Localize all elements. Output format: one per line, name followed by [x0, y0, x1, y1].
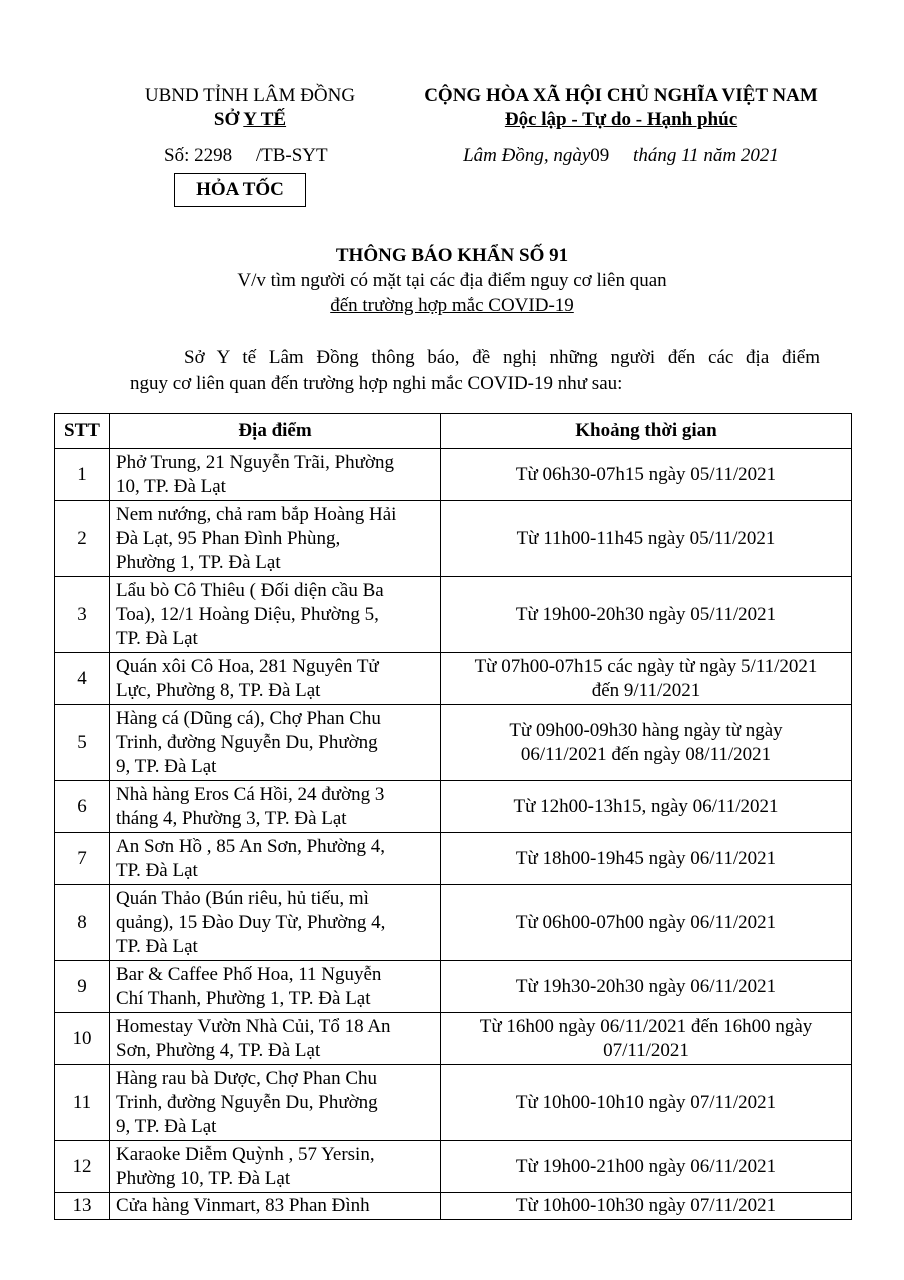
time-line: Từ 12h00-13h15, ngày 06/11/2021	[513, 795, 779, 817]
table-header-row	[55, 414, 852, 449]
cell-time	[441, 833, 852, 885]
time-line: Từ 10h00-10h30 ngày 07/11/2021	[515, 1195, 777, 1216]
table-row	[55, 653, 852, 705]
cell-place	[110, 705, 441, 781]
cell-stt: 8	[55, 885, 110, 961]
time-line: Từ 09h00-09h30 hàng ngày từ ngày	[509, 719, 783, 741]
place-line: Quán xôi Cô Hoa, 281 Nguyên Tử	[116, 655, 379, 677]
place-line: Hàng rau bà Dược, Chợ Phan Chu	[116, 1067, 377, 1089]
cell-place	[110, 653, 441, 705]
table-row	[55, 501, 852, 577]
place-line: Phở Trung, 21 Nguyễn Trãi, Phường	[116, 451, 394, 473]
place-line: TP. Đà Lạt	[116, 935, 198, 957]
date-rest: tháng 11 năm 2021	[633, 145, 779, 166]
cell-stt: 9	[55, 961, 110, 1013]
urgent-stamp: HỎA TỐC	[174, 173, 306, 207]
place-line: Karaoke Diễm Quỳnh , 57 Yersin,	[116, 1143, 375, 1165]
header-place: Địa điểm	[110, 414, 441, 449]
cell-time	[441, 501, 852, 577]
time-line: Từ 19h30-20h30 ngày 06/11/2021	[515, 975, 777, 997]
motto: Độc lập - Tự do - Hạnh phúc	[504, 109, 738, 130]
table-row	[55, 885, 852, 961]
cell-stt: 13	[55, 1193, 110, 1220]
cell-place	[110, 501, 441, 577]
place-line: Nhà hàng Eros Cá Hồi, 24 đường 3	[116, 783, 385, 805]
place-line: Phường 10, TP. Đà Lạt	[116, 1167, 291, 1189]
cell-stt: 11	[55, 1065, 110, 1141]
time-line: Từ 07h00-07h15 các ngày từ ngày 5/11/2021	[474, 655, 818, 677]
time-line: 06/11/2021 đến ngày 08/11/2021	[520, 743, 772, 765]
cell-time	[441, 705, 852, 781]
table-row	[55, 1193, 852, 1220]
table-row	[55, 705, 852, 781]
subtitle-line2: đến trường hợp mắc COVID-19	[330, 295, 574, 316]
table-row	[55, 1065, 852, 1141]
intro-line2: nguy cơ liên quan đến trường hợp nghi mắc COVID-19 như sau:	[130, 373, 623, 394]
table-row	[55, 961, 852, 1013]
place-line: Trinh, đường Nguyễn Du, Phường	[116, 731, 378, 753]
document-number	[120, 144, 380, 168]
place-line: 9, TP. Đà Lạt	[116, 755, 217, 777]
org-line2-b: Y TẾ	[243, 109, 287, 130]
time-line: Từ 10h00-10h10 ngày 07/11/2021	[515, 1091, 777, 1113]
time-line: Từ 16h00 ngày 06/11/2021 đến 16h00 ngày	[479, 1015, 813, 1037]
cell-place	[110, 1193, 441, 1220]
cell-stt: 1	[55, 449, 110, 501]
time-line: Từ 11h00-11h45 ngày 05/11/2021	[516, 527, 776, 549]
place-line: Homestay Vườn Nhà Củi, Tổ 18 An	[116, 1015, 391, 1037]
cell-place	[110, 961, 441, 1013]
date-day: 09	[590, 145, 610, 166]
place-line: TP. Đà Lạt	[116, 627, 198, 649]
org-line2-a: SỞ	[213, 109, 244, 130]
table-row	[55, 781, 852, 833]
place-line: Quán Thảo (Bún riêu, hủ tiếu, mì	[116, 887, 369, 909]
notice-subtitle	[0, 268, 904, 318]
issuing-authority	[120, 84, 380, 168]
cell-stt: 2	[55, 501, 110, 577]
time-line: đến 9/11/2021	[591, 679, 701, 701]
place-line: Phường 1, TP. Đà Lạt	[116, 551, 281, 573]
cell-time	[441, 885, 852, 961]
intro-line1: Sở Y tế Lâm Đồng thông báo, đề nghị những người đến các địa điểm	[184, 347, 820, 368]
locations-table	[54, 413, 852, 1220]
cell-time	[441, 653, 852, 705]
time-line: Từ 19h00-21h00 ngày 06/11/2021	[515, 1155, 777, 1177]
cell-stt: 12	[55, 1141, 110, 1193]
table-row	[55, 1141, 852, 1193]
place-line: An Sơn Hồ , 85 An Sơn, Phường 4,	[116, 835, 386, 857]
cell-place	[110, 1013, 441, 1065]
doc-no-suffix: /TB-SYT	[255, 145, 328, 166]
place-line: Sơn, Phường 4, TP. Đà Lạt	[116, 1039, 321, 1061]
cell-place	[110, 781, 441, 833]
time-line: Từ 18h00-19h45 ngày 06/11/2021	[515, 847, 777, 869]
cell-time	[441, 961, 852, 1013]
place-line: Lực, Phường 8, TP. Đà Lạt	[116, 679, 321, 701]
org-line2	[120, 108, 380, 132]
cell-time	[441, 1065, 852, 1141]
place-line: Đà Lạt, 95 Phan Đình Phùng,	[116, 527, 341, 549]
time-line: Từ 06h30-07h15 ngày 05/11/2021	[515, 463, 777, 485]
header-time: Khoảng thời gian	[441, 414, 852, 449]
table-row	[55, 449, 852, 501]
time-line: Từ 19h00-20h30 ngày 05/11/2021	[515, 603, 777, 625]
national-header	[398, 84, 844, 168]
place-line: quảng), 15 Đào Duy Từ, Phường 4,	[116, 911, 386, 933]
place-line: Nem nướng, chả ram bắp Hoàng Hải	[116, 503, 397, 525]
table-row	[55, 1013, 852, 1065]
org-line1: UBND TỈNH LÂM ĐỒNG	[144, 85, 356, 106]
intro-paragraph	[130, 345, 820, 397]
table-row	[55, 577, 852, 653]
time-line: 07/11/2021	[603, 1039, 689, 1061]
cell-time	[441, 449, 852, 501]
cell-stt: 10	[55, 1013, 110, 1065]
place-line: 10, TP. Đà Lạt	[116, 475, 226, 497]
place-line: Hàng cá (Dũng cá), Chợ Phan Chu	[116, 707, 381, 729]
cell-time	[441, 781, 852, 833]
cell-place	[110, 885, 441, 961]
time-line: Từ 06h00-07h00 ngày 06/11/2021	[515, 911, 777, 933]
place-line: Cửa hàng Vinmart, 83 Phan Đình	[116, 1195, 370, 1216]
notice-title: THÔNG BÁO KHẨN SỐ 91	[335, 245, 569, 266]
dateline	[398, 144, 844, 168]
cell-place	[110, 1065, 441, 1141]
cell-time	[441, 1141, 852, 1193]
date-place: Lâm Đồng, ngày	[463, 145, 591, 166]
place-line: TP. Đà Lạt	[116, 859, 198, 881]
place-line: Chí Thanh, Phường 1, TP. Đà Lạt	[116, 987, 371, 1009]
cell-place	[110, 449, 441, 501]
place-line: Trinh, đường Nguyễn Du, Phường	[116, 1091, 378, 1113]
cell-stt: 7	[55, 833, 110, 885]
cell-stt: 4	[55, 653, 110, 705]
cell-stt: 5	[55, 705, 110, 781]
cell-place	[110, 577, 441, 653]
cell-time	[441, 577, 852, 653]
cell-place	[110, 833, 441, 885]
table-row	[55, 833, 852, 885]
place-line: Bar & Caffee Phố Hoa, 11 Nguyễn	[116, 963, 382, 985]
place-line: tháng 4, Phường 3, TP. Đà Lạt	[116, 807, 347, 829]
cell-stt: 3	[55, 577, 110, 653]
subtitle-line1: V/v tìm người có mặt tại các địa điểm nguy cơ liên quan	[237, 270, 667, 291]
place-line: Toa), 12/1 Hoàng Diệu, Phường 5,	[116, 603, 379, 625]
place-line: 9, TP. Đà Lạt	[116, 1115, 217, 1137]
cell-time	[441, 1193, 852, 1220]
place-line: Lẩu bò Cô Thiêu ( Đối diện cầu Ba	[116, 579, 384, 601]
cell-place	[110, 1141, 441, 1193]
header-stt: STT	[55, 414, 110, 449]
doc-no-label: Số: 2298	[164, 145, 233, 166]
nation-name: CỘNG HÒA XÃ HỘI CHỦ NGHĨA VIỆT NAM	[424, 85, 818, 106]
cell-stt: 6	[55, 781, 110, 833]
cell-time	[441, 1013, 852, 1065]
